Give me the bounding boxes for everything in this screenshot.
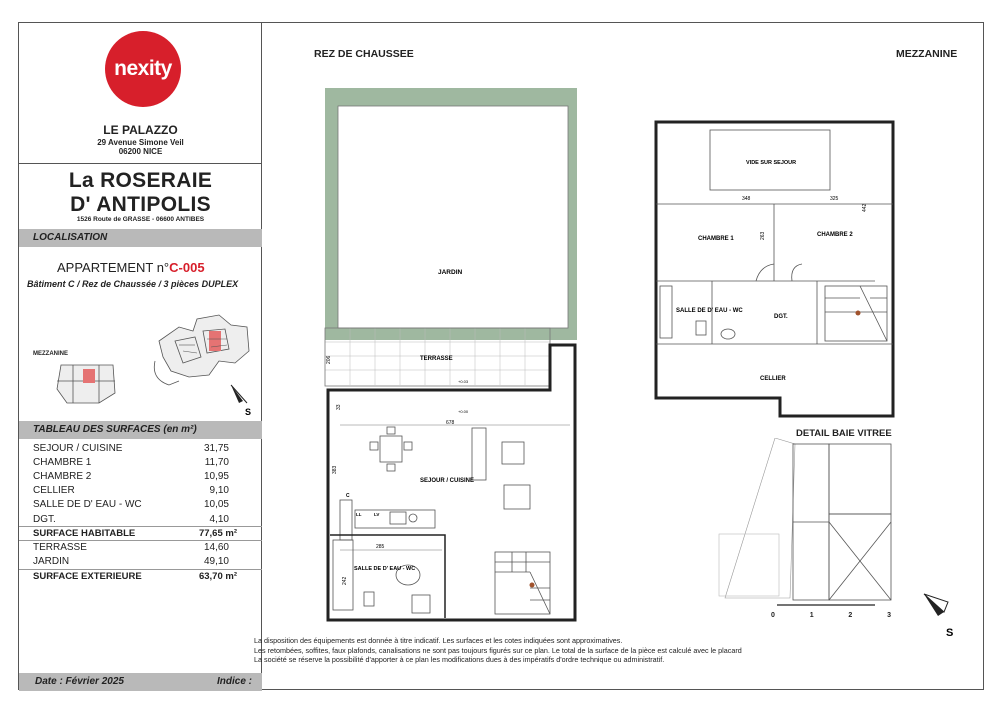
surface-habitable-row: SURFACE HABITABLE 77,65 m²	[19, 526, 262, 540]
svg-text:+0.00: +0.00	[458, 409, 469, 414]
apartment-ref: C-005	[169, 260, 205, 275]
nexity-logo: nexity	[105, 31, 181, 107]
svg-text:LV: LV	[374, 512, 380, 517]
mezzanine-location-map	[53, 359, 123, 409]
mezzanine-title: MEZZANINE	[896, 48, 958, 60]
svg-text:263: 263	[760, 231, 766, 240]
surfaces-bar: TABLEAU DES SURFACES (en m²)	[19, 421, 262, 439]
apartment-highlight	[209, 331, 221, 351]
surface-exterieure-row: SURFACE EXTERIEURE 63,70 m²	[19, 569, 262, 583]
staircase	[495, 552, 550, 614]
svg-text:CHAMBRE 1: CHAMBRE 1	[698, 236, 734, 242]
svg-text:TERRASSE: TERRASSE	[420, 356, 453, 362]
table-row: CHAMBRE 1 11,70	[33, 456, 229, 468]
svg-text:383: 383	[332, 465, 338, 474]
mezzanine-stair-post	[856, 311, 861, 316]
mezzanine-map-label: MEZZANINE	[33, 351, 68, 357]
ground-floor-plan	[300, 80, 590, 640]
table-row: CHAMBRE 2 10,95	[33, 470, 229, 482]
svg-text:DGT.: DGT.	[774, 314, 788, 320]
svg-text:348: 348	[742, 196, 751, 202]
building-city: 06200 NICE	[118, 147, 163, 156]
svg-text:33: 33	[336, 404, 342, 410]
program-title-2: D' ANTIPOLIS	[70, 193, 211, 216]
svg-text:S: S	[946, 627, 954, 639]
baie-title: DETAIL BAIE VITREE	[796, 428, 892, 439]
north-arrow-small	[227, 381, 257, 417]
mezzanine-plan	[650, 116, 900, 421]
svg-text:JARDIN: JARDIN	[438, 269, 463, 276]
location-map	[149, 301, 261, 391]
table-row: DGT. 4,10	[33, 513, 229, 525]
scale-labels: 0 1 2 3	[771, 612, 891, 619]
apartment-title: APPARTEMENT n°C-005	[57, 260, 205, 275]
svg-text:LL: LL	[356, 512, 362, 517]
svg-text:678: 678	[446, 420, 455, 426]
svg-text:S: S	[245, 407, 252, 417]
table-row: SEJOUR / CUISINE 31,75	[33, 442, 229, 454]
north-arrow	[918, 590, 964, 642]
svg-text:285: 285	[376, 544, 385, 550]
divider	[19, 163, 262, 164]
bathroom-walls	[330, 535, 445, 618]
table-row: SALLE DE D' EAU - WC 10,05	[33, 499, 229, 511]
mezzanine-highlight	[83, 369, 95, 383]
mezzanine-fixtures	[660, 264, 802, 339]
building-address: 29 Avenue Simone Veil	[97, 138, 184, 147]
legend-box	[719, 534, 779, 596]
svg-text:442: 442	[862, 203, 868, 212]
svg-text:325: 325	[830, 196, 839, 202]
footer-bar	[19, 673, 262, 691]
stair-post	[530, 583, 535, 588]
svg-text:SALLE DE D' EAU - WC: SALLE DE D' EAU - WC	[676, 308, 743, 314]
svg-text:SEJOUR / CUISINE: SEJOUR / CUISINE	[420, 478, 475, 484]
building-name: LE PALAZZO	[103, 123, 178, 137]
rdc-title: REZ DE CHAUSSEE	[314, 48, 414, 60]
table-row: CELLIER 9,10	[33, 485, 229, 497]
garden-area	[338, 106, 568, 328]
table-row: TERRASSE 14,60	[19, 540, 262, 554]
apartment-details: Bâtiment C / Rez de Chaussée / 3 pièces DUPLEX	[27, 279, 239, 289]
svg-text:VIDE SUR SEJOUR: VIDE SUR SEJOUR	[746, 160, 797, 166]
svg-text:CELLIER: CELLIER	[760, 376, 786, 382]
disclaimer-notes: La disposition des équipements est donnée à titre indicatif. Les surfaces et les cotes indiquées sont approximatives. Les retombées, soffites, faux plafonds, canalisations ne sont pas toujours figurés sur ce plan. Le total de la surface de la pièce est calculé avec le placard La société se réserve la possibilité d'apporter à ce plan les modifications dues à des impératifs d'ordre technique ou administratif.	[254, 636, 742, 665]
svg-text:+0.03: +0.03	[458, 379, 469, 384]
program-address: 1526 Route de GRASSE - 06600 ANTIBES	[76, 216, 205, 223]
mezzanine-walls	[656, 122, 893, 416]
baie-detail	[715, 438, 905, 608]
title-block	[19, 23, 262, 691]
program-title-1: La ROSERAIE	[68, 169, 213, 192]
svg-text:242: 242	[342, 576, 348, 585]
plan-indice: Indice :	[216, 676, 252, 687]
surfaces-table	[19, 441, 262, 583]
svg-text:C: C	[346, 493, 350, 499]
svg-text:CHAMBRE 2: CHAMBRE 2	[817, 232, 853, 238]
svg-text:206: 206	[326, 355, 332, 364]
plan-date: Date : Février 2025	[35, 676, 124, 687]
table-row: JARDIN 49,10	[33, 556, 229, 568]
svg-text:SALLE DE D' EAU - WC: SALLE DE D' EAU - WC	[354, 566, 416, 572]
localisation-bar: LOCALISATION	[19, 229, 262, 247]
bathroom-fixtures	[333, 540, 430, 613]
